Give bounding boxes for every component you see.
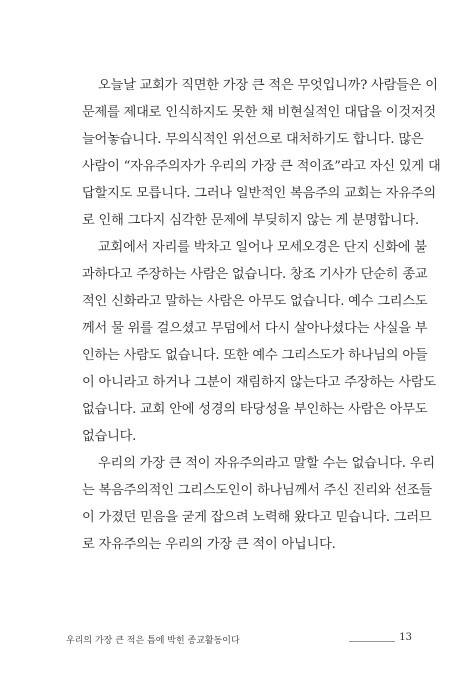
text-line: 는 복음주의적인 그리스도인이 하나님께서 주신 진리와 선조들 (82, 483, 432, 498)
text-line: 께서 물 위를 걸으셨고 무덤에서 다시 살아나셨다는 사실을 부 (82, 321, 428, 336)
text-line: 로 인해 그다지 심각한 문제에 부딪히지 않는 게 분명합니다. (82, 213, 419, 228)
text-line: 로 자유주의는 우리의 가장 큰 적이 아닙니다. (82, 537, 336, 552)
text-line: 우리의 가장 큰 적이 자유주의라고 말할 수는 없습니다. 우리 (98, 456, 435, 471)
text-line: 사람이 “자유주의자가 우리의 가장 큰 적이죠”라고 자신 있게 대 (82, 159, 441, 174)
text-line: 없습니다. (82, 429, 137, 444)
text-line: 늘어놓습니다. 무의식적인 위선으로 대처하기도 합니다. 많은 (82, 132, 424, 147)
text-line: 없습니다. 교회 안에 성경의 타당성을 부인하는 사람은 아무도 (82, 402, 428, 417)
text-line: 문제를 제대로 인식하지도 못한 채 비현실적인 대답을 이것저것 (82, 105, 436, 120)
text-line: 과하다고 주장하는 사람은 없습니다. 창조 기사가 단순히 종교 (82, 267, 428, 282)
text-line: 이 아니라고 하거나 그분이 재림하지 않는다고 주장하는 사람도 (82, 375, 436, 390)
running-footer-title: 우리의 가장 큰 적은 틈에 박힌 종교활동이다 (66, 636, 240, 646)
text-line: 인하는 사람도 없습니다. 또한 예수 그리스도가 하나님의 아들 (82, 348, 428, 363)
paragraph-1 (66, 72, 441, 234)
text-line: 오늘날 교회가 직면한 가장 큰 적은 무엇입니까? 사람들은 이 (98, 78, 438, 93)
text-line: 이 가졌던 믿음을 굳게 잡으려 노력해 왔다고 믿습니다. 그러므 (82, 510, 432, 525)
text-line: 교회에서 자리를 박차고 일어나 모세오경은 단지 신화에 불 (98, 240, 427, 255)
text-line: 답할지도 모릅니다. 그러나 일반적인 복음주의 교회는 자유주의 (82, 186, 436, 201)
paragraph-2 (66, 234, 436, 450)
body-text (66, 72, 441, 558)
text-line: 적인 신화라고 말하는 사람은 아무도 없습니다. 예수 그리스도 (82, 294, 428, 309)
page-footer (66, 631, 412, 651)
paragraph-3 (66, 450, 435, 558)
footer-divider (349, 641, 395, 642)
page-number: 13 (399, 632, 412, 643)
